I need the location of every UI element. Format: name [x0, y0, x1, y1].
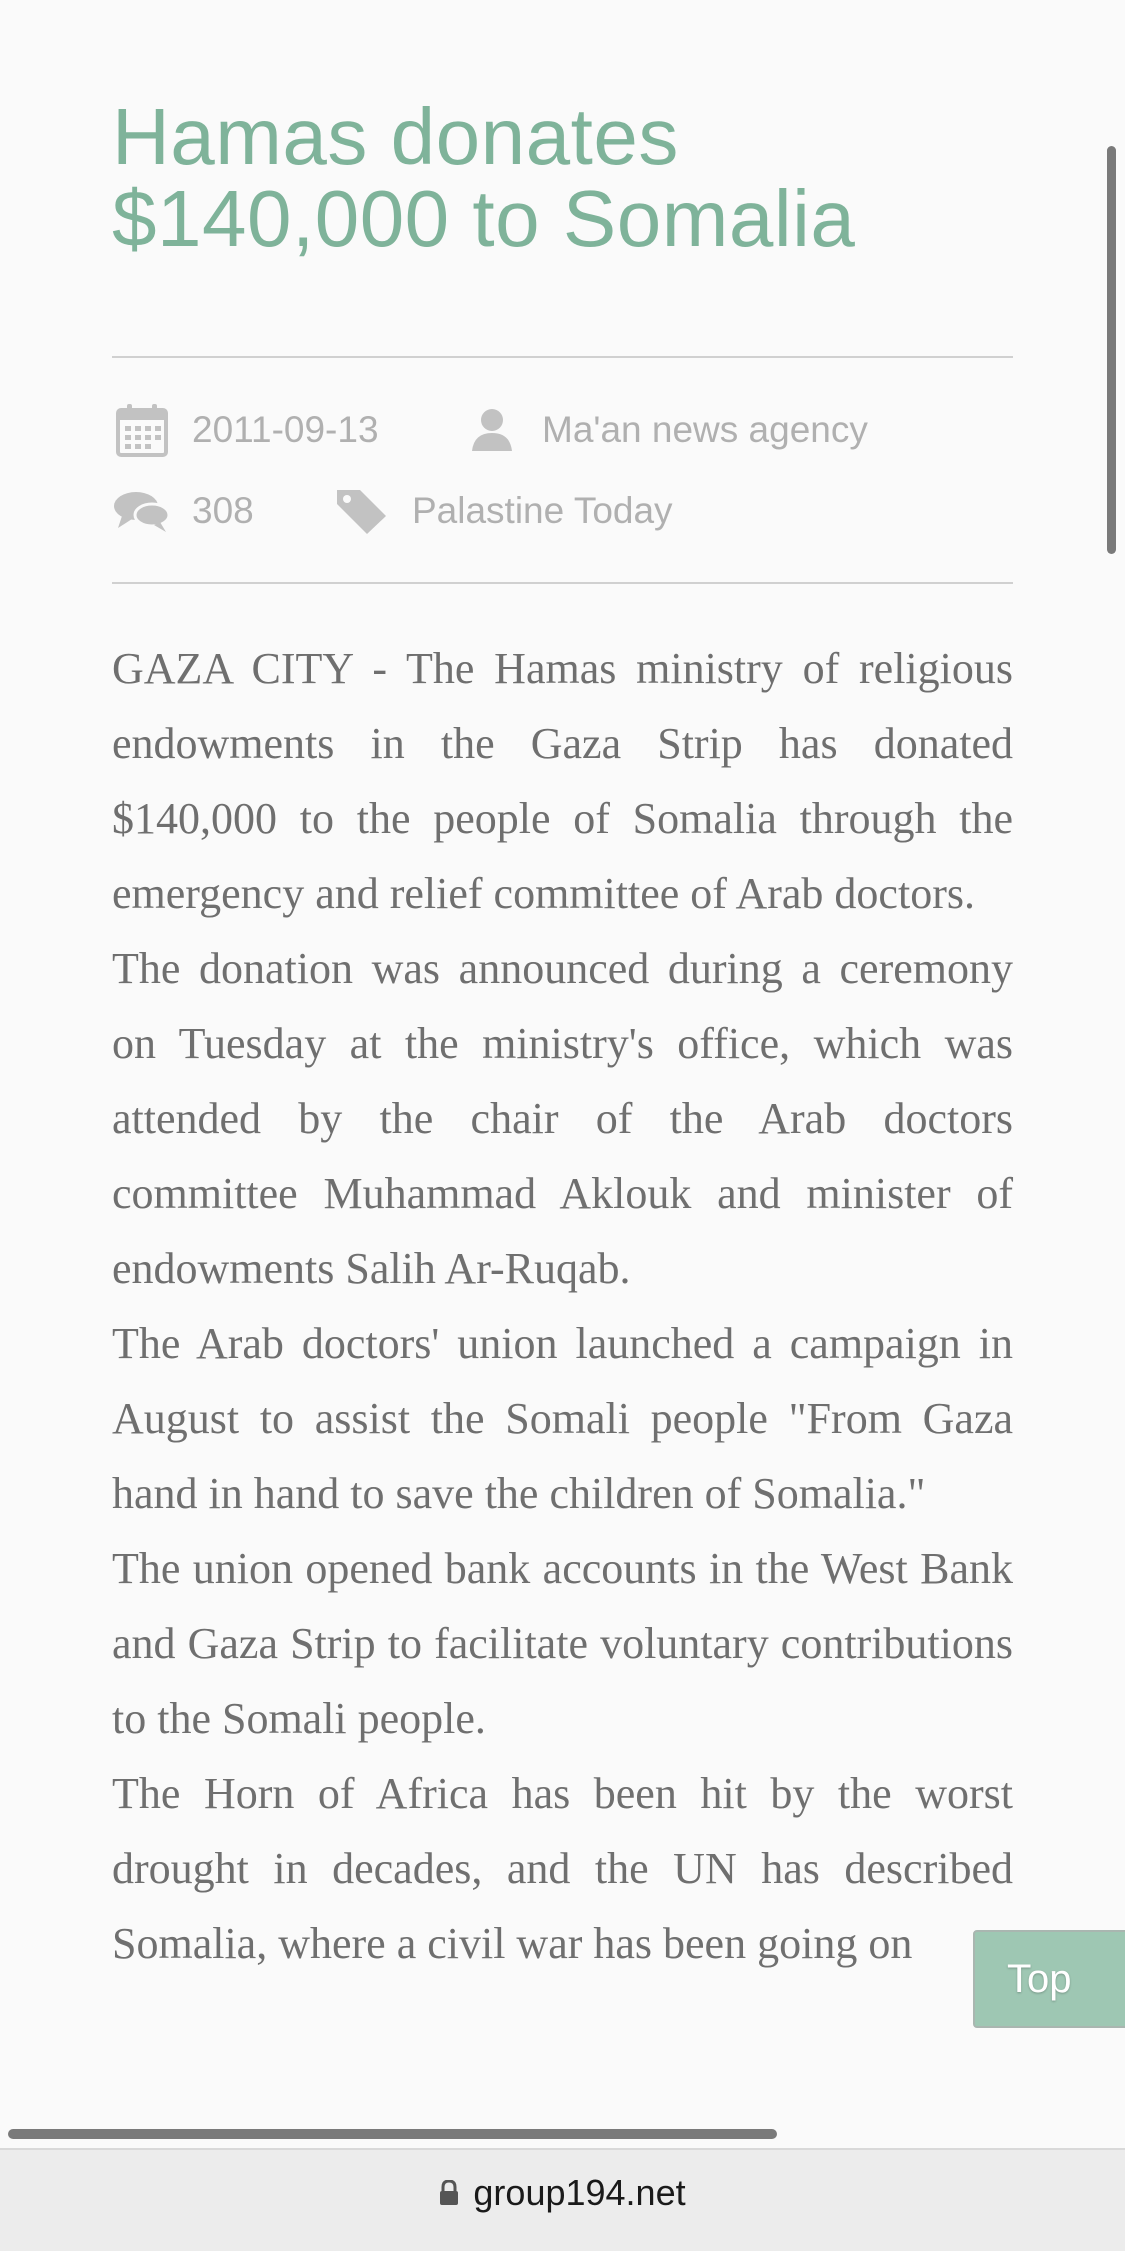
meta-date [112, 400, 462, 460]
comments-icon [112, 481, 172, 541]
meta-date-text: 2011-09-13 [192, 409, 379, 450]
article-paragraph-3: The Arab doctors' union launched a campaign in August to assist the Somali people "From Gaza hand in hand to save the children of Somalia." [112, 1319, 1013, 1518]
article-title [112, 92, 1012, 263]
horizontal-scrollbar[interactable] [8, 2129, 777, 2139]
user-icon [462, 400, 522, 460]
article-paragraph-1: GAZA CITY - The Hamas ministry of religious endowments in the Gaza Strip has donated $140,000 to the people of Somalia through the emergency and relief committee of Arab doctors. [112, 644, 1013, 918]
url-display[interactable] [0, 2172, 1125, 2214]
meta-top-divider [112, 356, 1013, 358]
article-title-line-1: Hamas donates [112, 92, 679, 181]
vertical-scrollbar[interactable] [1107, 146, 1116, 554]
lock-icon [439, 2180, 459, 2206]
browser-address-bar[interactable] [0, 2148, 1125, 2251]
article-paragraph-2: The donation was announced during a ceremony on Tuesday at the ministry's office, which was attended by the chair of the Arab doctors committee Muhammad Aklouk and minister of endowments Salih Ar-Ruqab. [112, 944, 1013, 1293]
meta-comments-count: 308 [192, 490, 254, 531]
article-title-line-2: $140,000 to Somalia [112, 174, 856, 263]
article-body [112, 631, 1013, 1981]
url-text: group194.net [473, 2172, 686, 2213]
article-paragraph-5: The Horn of Africa has been hit by the worst drought in decades, and the UN has described Somalia, where a civil war has been going on [112, 1769, 1013, 1968]
calendar-icon [112, 400, 172, 460]
meta-comments[interactable] [112, 481, 332, 541]
meta-row-2 [112, 481, 673, 541]
meta-author[interactable] [462, 400, 868, 460]
tag-icon [332, 481, 392, 541]
meta-tag-text: Palastine Today [412, 490, 673, 531]
back-to-top-button[interactable]: Top [973, 1930, 1125, 2028]
meta-author-text: Ma'an news agency [542, 409, 868, 450]
meta-row-1 [112, 400, 868, 460]
article-paragraph-4: The union opened bank accounts in the West Bank and Gaza Strip to facilitate voluntary contributions to the Somali people. [112, 1544, 1013, 1743]
meta-bottom-divider [112, 582, 1013, 584]
meta-tag[interactable] [332, 481, 673, 541]
